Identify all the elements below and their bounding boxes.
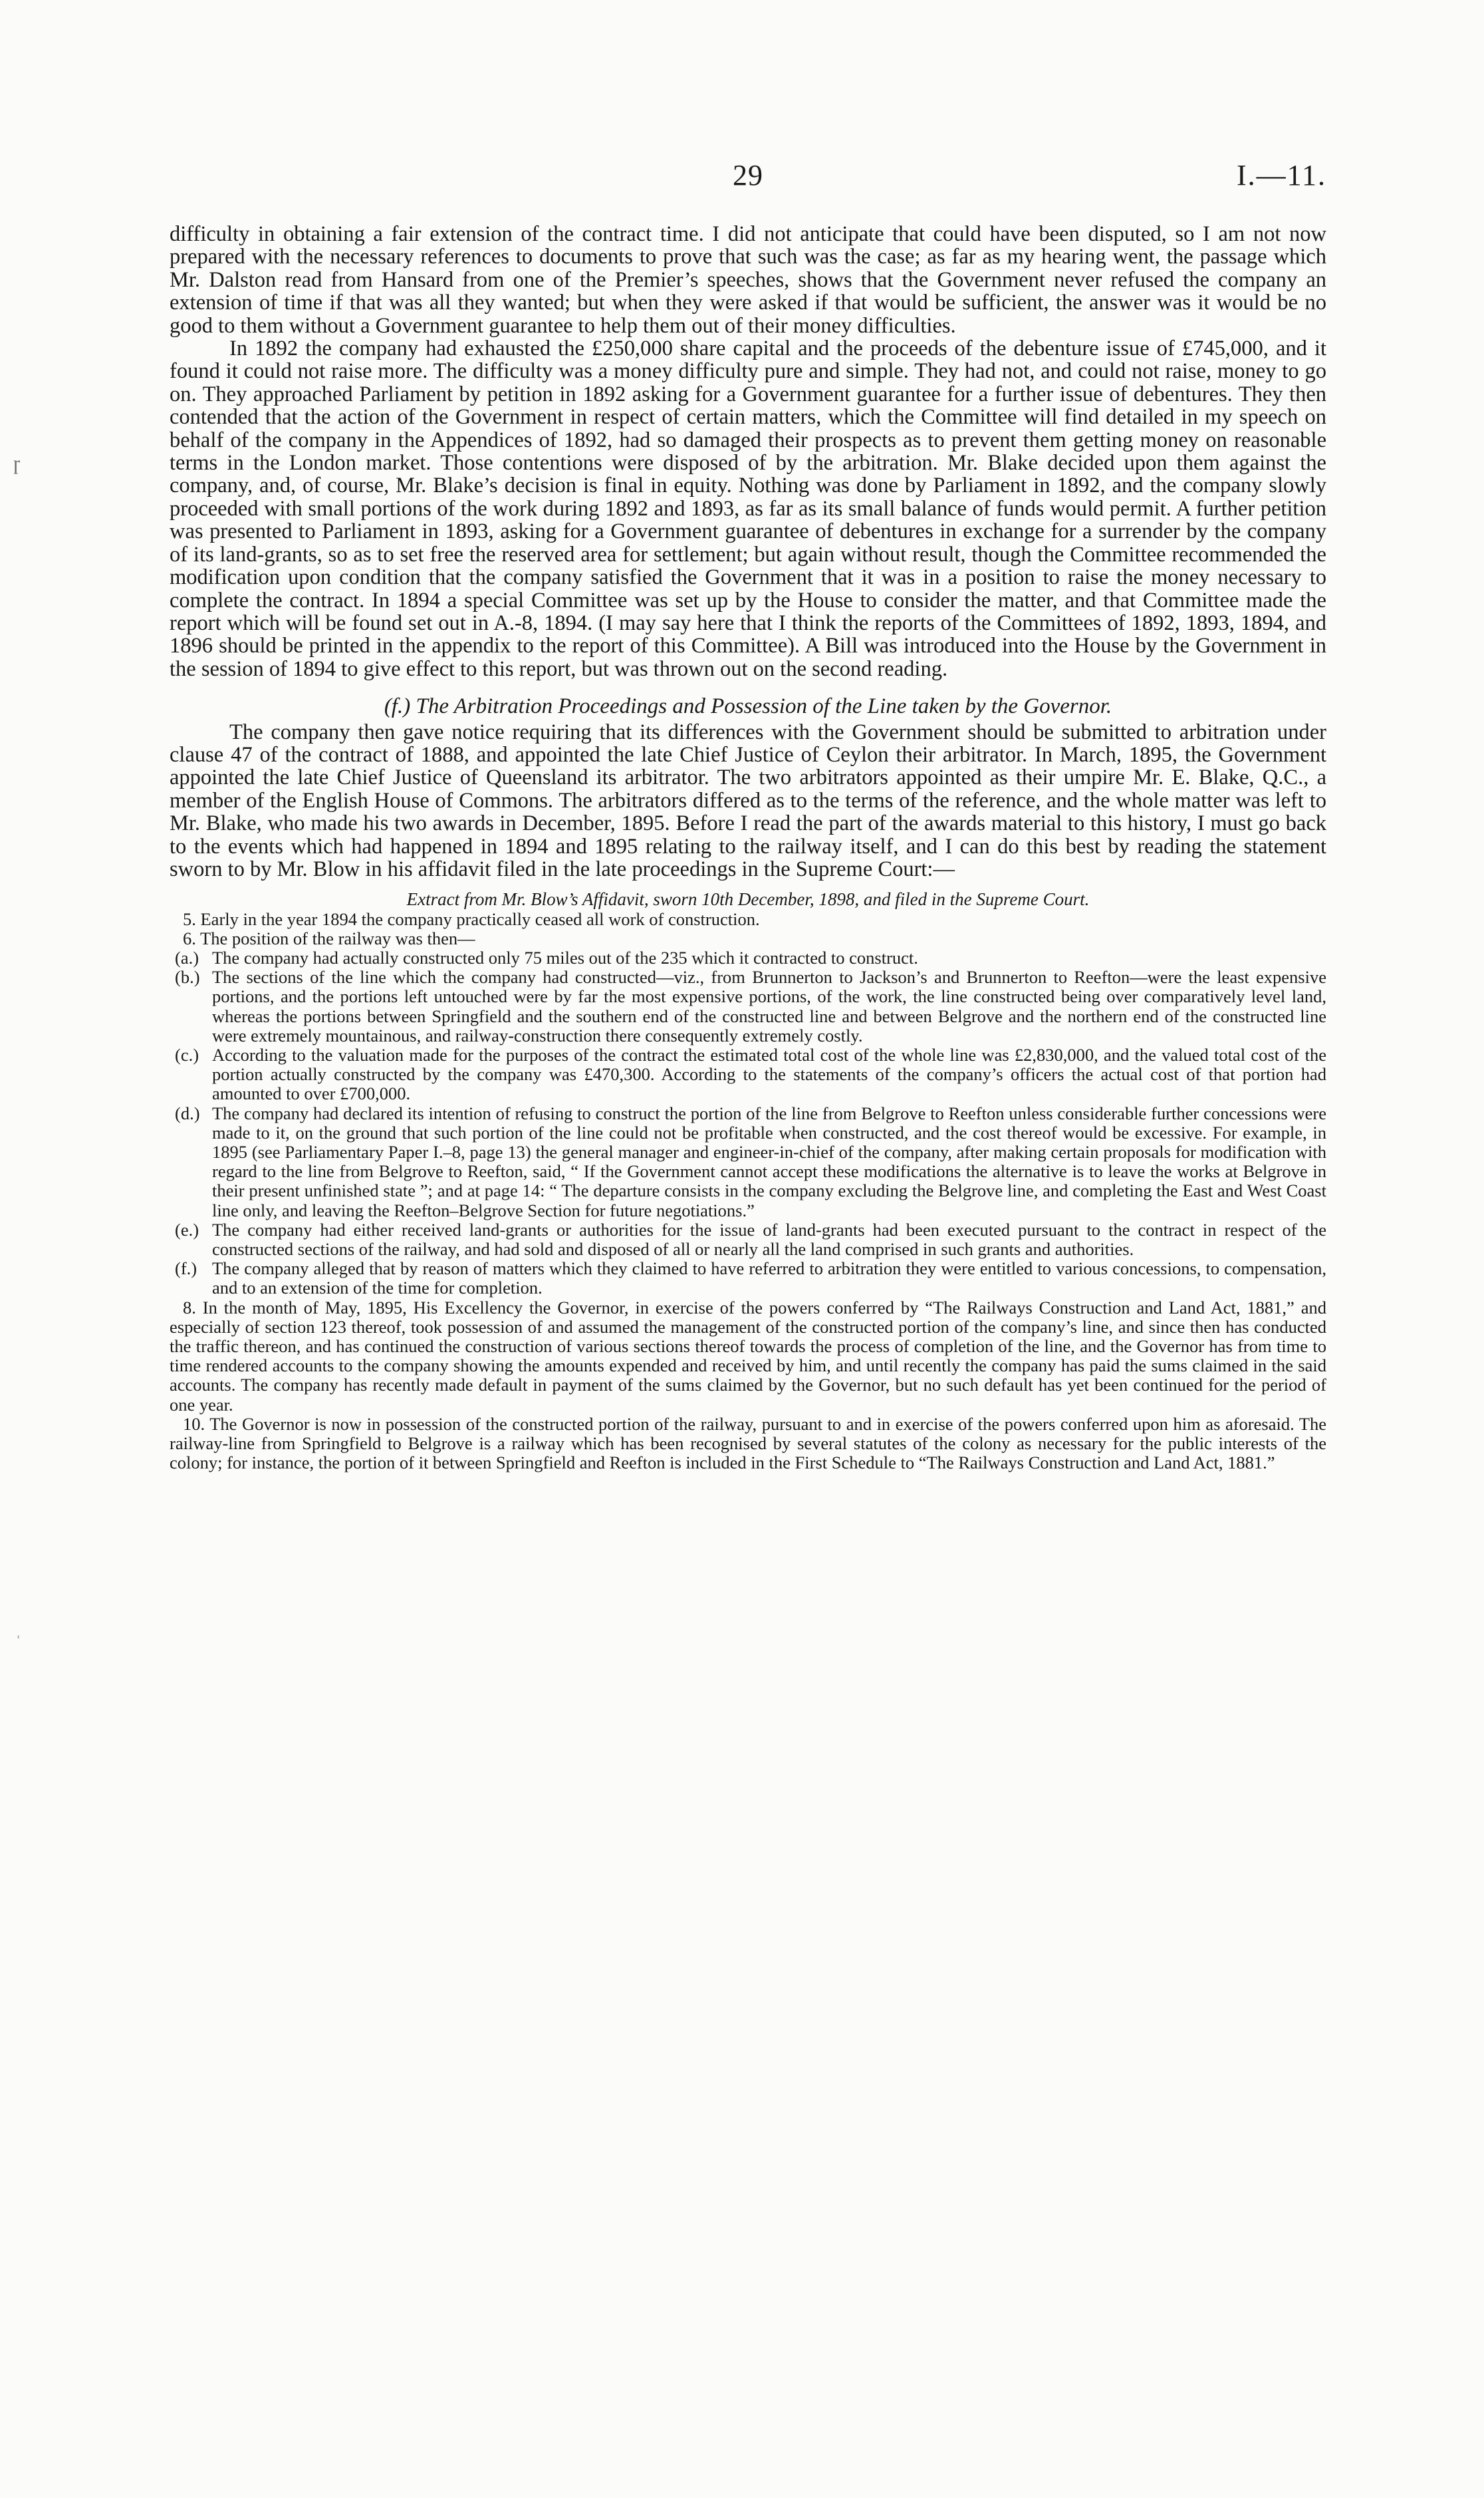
paragraph: The company then gave notice requiring that its differences with the Government should be submitted to arbitration under clause 47 of the contract of 1888, and appointed the late Chief Justice of Ceylon their arbitrator. In March, 1895, the Government appointed the late Chief Justice of Queensland its arbitrator. The two arbitrators appointed as their umpire Mr. E. Blake, Q.C., a member of the English House of Commons. The arbitrators differed as to the terms of the reference, and the whole matter was left to Mr. Blake, who made his two awards in December, 1895. Before I read the part of the awards material to this history, I must go back to the events which had happened in 1894 and 1895 relating to the railway itself, and I can do this best by reading the statement sworn to by Mr. Blow in his affidavit filed in the late proceedings in the Supreme Court:— bbox=[170, 720, 1326, 881]
subitem-label: (e.) bbox=[175, 1219, 199, 1240]
extract-subitem bbox=[170, 1104, 1326, 1220]
paragraph: difficulty in obtaining a fair extension of the contract time. I did not anticipate that could have been disputed, so I am not now prepared with the necessary references to documents to prove that such was the case; as far as my hearing went, the passage which Mr. Dalston read from Hansard from one of the Premier’s speeches, shows that the Government never refused the company an extension of time if that was all they wanted; but when they were asked if that would be sufficient, the answer was it would be no good to them without a Government guarantee to help them out of their money difficulties. bbox=[170, 222, 1326, 338]
extract-item: 8. In the month of May, 1895, His Excellency the Governor, in exercise of the powers conferred by “The Railways Construction and Land Act, 1881,” and especially of section 123 thereof, took possession of and assumed the management of the constructed portion of the company’s line, and since then has conducted the traffic thereon, and has continued the construction of various sections thereof towards the process of completion of the line, and the Governor has from time to time rendered accounts to the company showing the amounts expended and received by him, and until recently the company has paid the sums claimed in the said accounts. The company has recently made default in payment of the sums claimed by the Governor, but no such default has yet been continued for the period of one year. bbox=[170, 1297, 1326, 1415]
extract-item: 10. The Governor is now in possession of the constructed portion of the railway, pursuant to and in exercise of the powers conferred upon him as aforesaid. The railway-line from Springfield to Belgrove is a railway which has been recognised by several statutes of the colony as necessary for the public interests of the colony; for instance, the portion of it between Springfield and Reefton is included in the First Schedule to “The Railways Construction and Land Act, 1881.” bbox=[170, 1413, 1326, 1473]
extract-subitem bbox=[170, 1259, 1326, 1298]
extract-subitem bbox=[170, 1045, 1326, 1104]
subitem-text: The company alleged that by reason of matters which they claimed to have referred to arbitration they were entitled to various concessions, to compensation, and to an extension of the time for completion. bbox=[212, 1258, 1326, 1298]
page-header bbox=[170, 158, 1326, 198]
extract-item: 6. The position of the railway was then— bbox=[183, 928, 475, 948]
subitem-text: According to the valuation made for the purposes of the contract the estimated total cost of the whole line was £2,830,000, and the valued total cost of the portion actually constructed by the company was £470,300. According to the statements of the company’s officers the actual cost of that portion had amounted to over £700,000. bbox=[212, 1045, 1326, 1104]
extract-subitem bbox=[170, 968, 1326, 1045]
extract-item: 5. Early in the year 1894 the company practically ceased all work of construction. bbox=[183, 908, 760, 929]
body-text bbox=[170, 223, 1326, 1472]
extract-subitem bbox=[170, 1220, 1326, 1259]
section-heading: (f.) The Arbitration Proceedings and Possession of the Line taken by the Governor. bbox=[384, 694, 1112, 719]
subitem-label: (a.) bbox=[175, 947, 199, 968]
subitem-label: (b.) bbox=[175, 967, 200, 988]
report-code: I.—11. bbox=[1236, 159, 1326, 192]
subitem-label: (d.) bbox=[175, 1103, 200, 1123]
subitem-text: The sections of the line which the company had constructed—viz., from Brunnerton to Jackson’s and Brunnerton to Reefton—were the least expensive portions, and the portions left untouched were by far the most expensive portions, of the work, the line constructed being over comparatively level land, whereas the portions between Springfield and the southern end of the constructed line and between Belgrove and the northern end of the constructed line were extremely mountainous, and railway-construction there consequently extremely costly. bbox=[212, 967, 1326, 1045]
page-number: 29 bbox=[733, 159, 763, 192]
affidavit-extract bbox=[170, 890, 1326, 1472]
subitem-text: The company had either received land-grants or authorities for the issue of land-grants had been executed pursuant to the contract in respect of the constructed sections of the railway, and had sold and disposed of all or nearly all the land comprised in such grants and authorities. bbox=[212, 1219, 1326, 1260]
extract-subitem bbox=[170, 948, 1326, 968]
subitem-label: (c.) bbox=[175, 1045, 199, 1065]
paragraph: In 1892 the company had exhausted the £250,000 share capital and the proceeds of the debenture issue of £745,000, and it found it could not raise more. The difficulty was a money difficulty pure and simple. They had not, and could not raise, money to go on. They approached Parliament by petition in 1892 asking for a Government guarantee for a further issue of debentures. They then contended that the action of the Government in respect of certain matters, which the Committee will find detailed in my speech on behalf of the company in the Appendices of 1892, had so damaged their prospects as to prevent them getting money on reasonable terms in the London market. Those contentions were disposed of by the arbitration. Mr. Blake decided upon them against the company, and, of course, Mr. Blake’s decision is final in equity. Nothing was done by Parliament in 1892, and the company slowly proceeded with small portions of the work during 1892 and 1893, as far as its small balance of funds would permit. A further petition was presented to Parliament in 1893, asking for a Government guarantee of debentures in exchange for a surrender by the company of its land-grants, so as to set free the reserved area for settlement; but again without result, though the Committee recommended the modification upon condition that the company satisfied the Government that it was in a position to raise the money necessary to complete the contract. In 1894 a special Committee was set up by the House to consider the matter, and that Committee made the report which will be found set out in A.-8, 1894. (I may say here that I think the reports of the Committees of 1892, 1893, 1894, and 1896 should be printed in the appendix to the report of this Committee). A Bill was introduced into the House by the Government in the session of 1894 to give effect to this report, but was thrown out on the second reading. bbox=[170, 337, 1326, 681]
subitem-label: (f.) bbox=[175, 1258, 197, 1279]
subitem-text: The company had declared its intention of refusing to construct the portion of the line from Belgrove to Reefton unless considerable further concessions were made to it, on the ground that such portion of the line could not be profitable when constructed, and the cost thereof would be excessive. For example, in 1895 (see Parliamentary Paper I.–8, page 13) the general manager and engineer-in-chief of the company, after making certain proposals for modification with regard to the line from Belgrove to Reefton, said, “ If the Government cannot accept these modifications the alternative is to leave the works at Belgrove in their present unfinished state ”; and at page 14: “ The departure consists in the company excluding the Belgrove line, and completing the East and West Coast line only, and leaving the Reefton–Belgrove Section for future negotiations.” bbox=[212, 1103, 1326, 1220]
margin-mark: ɼ bbox=[13, 452, 20, 474]
extract-heading: Extract from Mr. Blow’s Affidavit, sworn 10th December, 1898, and filed in the Supreme Court. bbox=[406, 889, 1090, 910]
margin-mark: ʿ bbox=[16, 1633, 21, 1649]
subitem-text: The company had actually constructed only 75 miles out of the 235 which it contracted to construct. bbox=[212, 947, 918, 968]
